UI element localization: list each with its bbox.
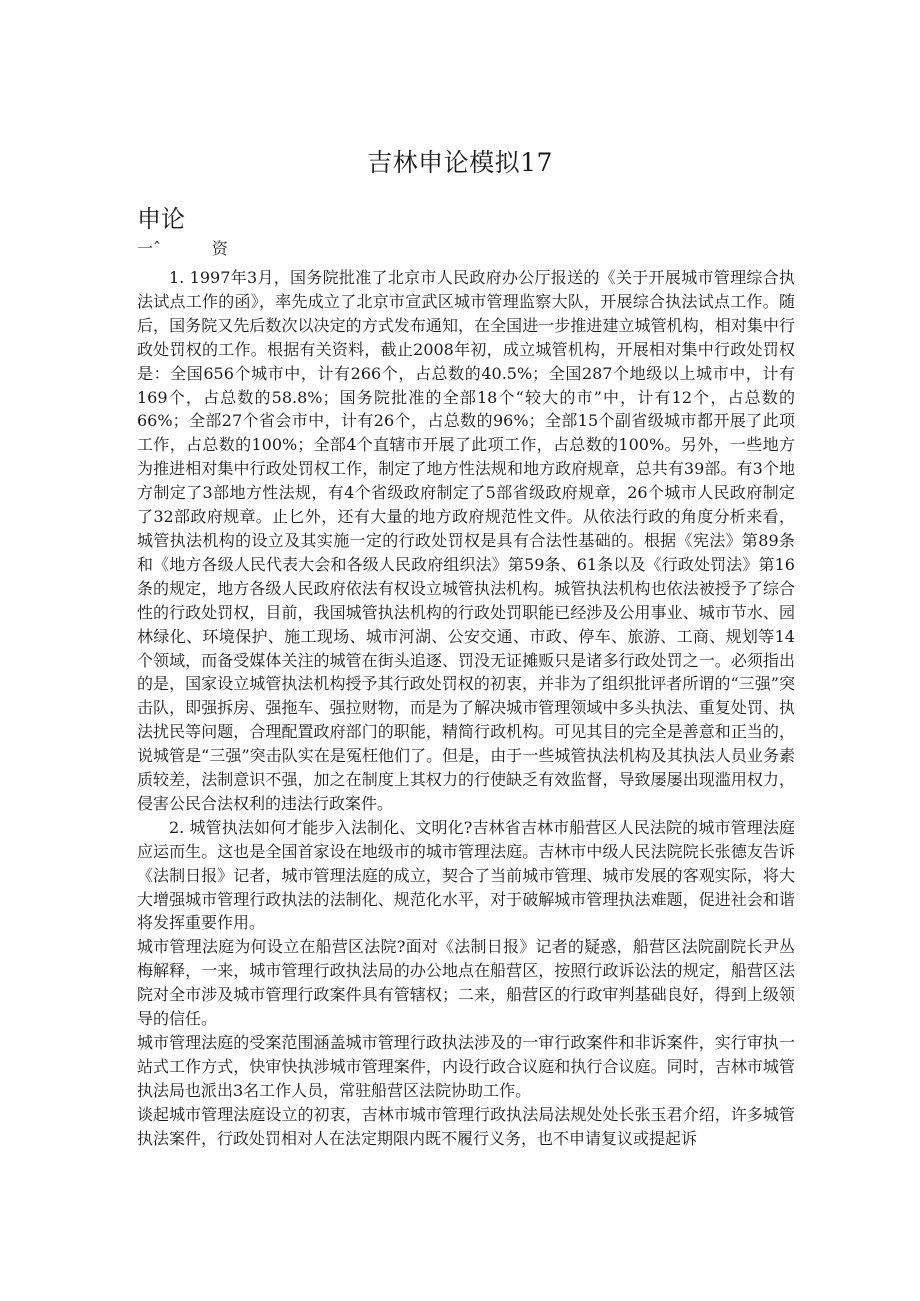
paragraph-3: 城市管理法庭为何设立在船营区法院?面对《法制日报》记者的疑惑，船营区法院副院长尹丛梅解释，一来，城市管理行政执法局的办公地点在船营区，按照行政诉讼法的规定，船营区法院对全市涉及城市管理行政案件具有管辖权；二来，船营区的行政审判基础良好，得到上级领导的信任。 bbox=[137, 937, 795, 1029]
section-heading: 申论 bbox=[137, 205, 185, 233]
document-body bbox=[137, 266, 795, 1151]
paragraph-5: 谈起城市管理法庭设立的初衷，吉林市城市管理行政执法局法规处处长张玉君介绍，许多城管执法案件，行政处罚相对人在法定期限内既不履行义务，也不申请复议或提起诉 bbox=[137, 1104, 795, 1148]
document-title: 吉林申论模拟17 bbox=[367, 148, 553, 177]
subheading: 一ˆ 资 bbox=[137, 239, 228, 258]
paragraph-4: 城市管理法庭的受案范围涵盖城市管理行政执法涉及的一审行政案件和非诉案件，实行审执一站式工作方式，快审快执涉城市管理案件，内设行政合议庭和执行合议庭。同时，吉林市城管执法局也派出3名工作人员，常驻船营区法院协助工作。 bbox=[137, 1033, 795, 1100]
paragraph-1: 1. 1997年3月，国务院批准了北京市人民政府办公厅报送的《关于开展城市管理综合执法试点工作的函》，率先成立了北京市宣武区城市管理监察大队，开展综合执法试点工作。随后，国务院又先后数次以决定的方式发布通知，在全国进一步推进建立城管机构，相对集中行政处罚权的工作。根据有关资料，截止2008年初，成立城管机构，开展相对集中行政处罚权是：全国656个城市中，计有266个，占总数的40.5%；全国287个地级以上城市中，计有169个，占总数的58.8%；国务院批准的全部18个“较大的市”中，计有12个，占总数的66%；全部27个省会市中，计有26个，占总数的96%；全部15个副省级城市都开展了此项工作，占总数的100%；全部4个直辖市开展了此项工作，占总数的100%。另外，一些地方为推进相对集中行政处罚权工作，制定了地方性法规和地方政府规章，总共有39部。有3个地方制定了3部地方性法规，有4个省级政府制定了5部省级政府规章，26个城市人民政府制定了32部政府规章。止匕外，还有大量的地方政府规范性文件。从依法行政的角度分析来看，城管执法机构的设立及其实施一定的行政处罚权是具有合法性基础的。根据《宪法》第89条和《地方各级人民代表大会和各级人民政府组织法》第59条、61条以及《行政处罚法》第16条的规定，地方各级人民政府依法有权设立城管执法机构。城管执法机构也依法被授予了综合性的行政处罚权，目前，我国城管执法机构的行政处罚职能已经涉及公用事业、城市节水、园林绿化、环境保护、施工现场、城市河湖、公安交通、市政、停车、旅游、工商、规划等14个领域，而备受媒体关注的城管在街头追逐、罚没无证摊贩只是诸多行政处罚之一。必须指出的是，国家设立城管执法机构授予其行政处罚权的初衷，并非为了组织批评者所谓的“三强”突击队，即强拆房、强拖车、强拉财物，而是为了解决城市管理领域中多头执法、重复处罚、执法扰民等问题，合理配置政府部门的职能，精简行政机构。可见其目的完全是善意和正当的，说城管是“三强”突击队实在是冤枉他们了。但是，由于一些城管执法机构及其执法人员业务素质较差，法制意识不强，加之在制度上其权力的行使缺乏有效监督，导致屡屡出现滥用权力，侵害公民合法权利的违法行政案件。 bbox=[137, 268, 795, 813]
paragraph-2: 2. 城管执法如何才能步入法制化、文明化?吉林省吉林市船营区人民法院的城市管理法庭应运而生。这也是全国首家设在地级市的城市管理法庭。吉林市中级人民法院院长张德友告诉《法制日报》记者，城市管理法庭的成立，契合了当前城市管理、城市发展的客观实际，将大大增强城市管理行政执法的法制化、规范化水平，对于破解城市管理执法难题，促进社会和谐将发挥重要作用。 bbox=[137, 817, 795, 933]
